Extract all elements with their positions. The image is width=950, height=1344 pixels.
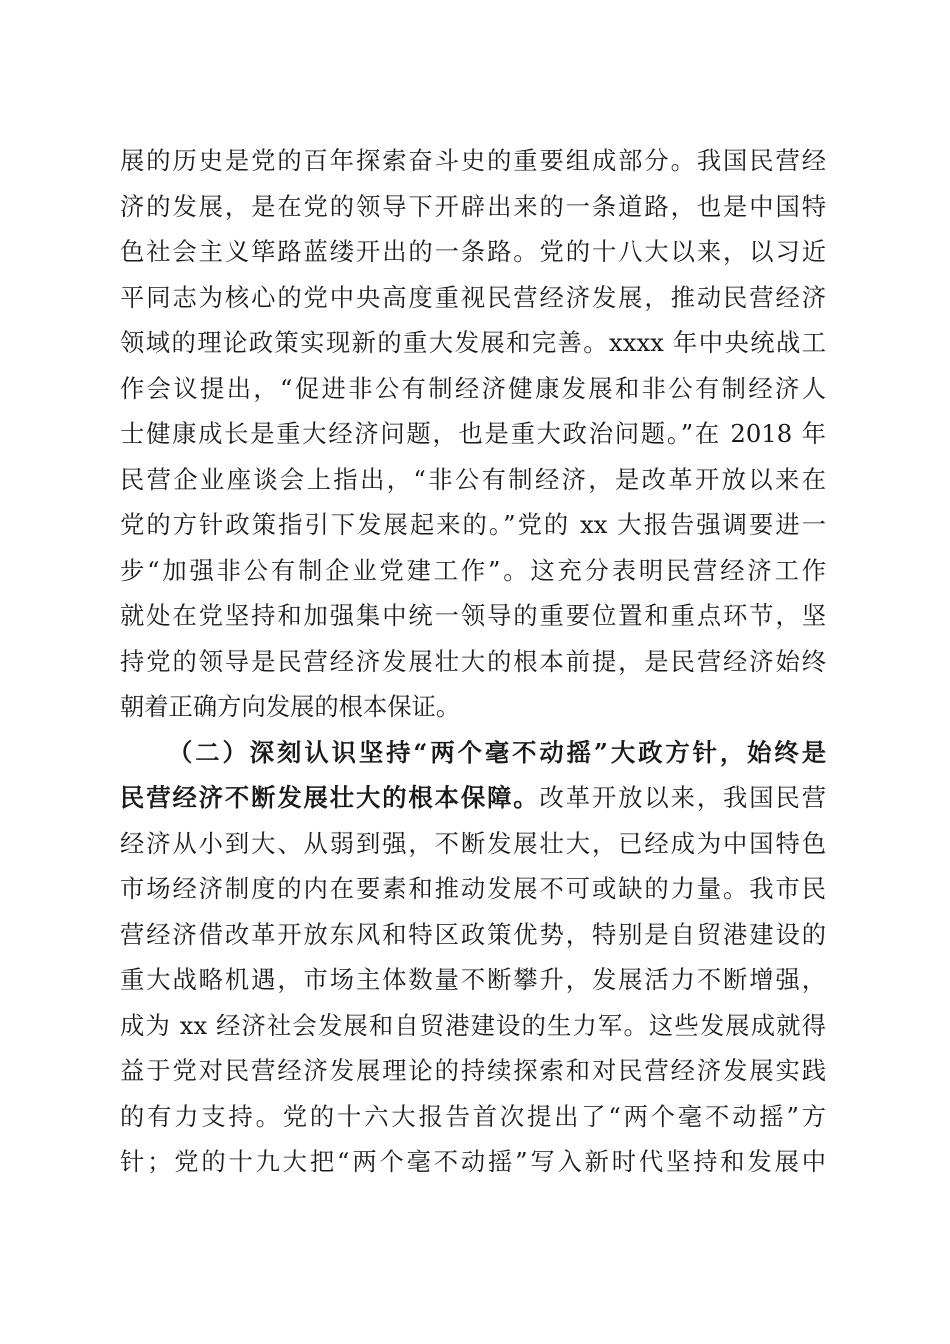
text-line: 经济从小到大、从弱到强，不断发展壮大，已经成为中国特色 [120,828,826,858]
text-line: 益于党对民营经济发展理论的持续探索和对民营经济发展实践 [120,1056,826,1085]
text-line: 的有力支持。党的十六大报告首次提出了“两个毫不动摇”方 [120,1101,826,1131]
text-line: 针；党的十九大把“两个毫不动摇”写入新时代坚持和发展中 [120,1147,826,1176]
text-line: 作会议提出，“促进非公有制经济健康发展和非公有制经济人 [120,373,826,403]
section-heading: （二）深刻认识坚持“两个毫不动摇”大政方针，始终是 [168,737,826,767]
body-text [120,138,826,1185]
text-line: 民营企业座谈会上指出，“非公有制经济，是改革开放以来在 [120,464,826,494]
text-line: 平同志为核心的党中央高度重视民营经济发展，推动民营经济 [120,282,826,312]
text-line: 色社会主义筚路蓝缕开出的一条路。党的十八大以来，以习近 [120,237,826,266]
text-line: 持党的领导是民营经济发展壮大的根本前提，是民营经济始终 [120,646,826,676]
text-line: 士健康成长是重大经济问题，也是重大政治问题。”在 2018 年 [120,419,826,448]
text-line: 就处在党坚持和加强集中统一领导的重要位置和重点环节，坚 [120,601,826,630]
text-line: 朝着正确方向发展的根本保证。 [120,692,461,721]
text-line: 步“加强非公有制企业党建工作”。这充分表明民营经济工作 [120,555,826,585]
text-line: 重大战略机遇，市场主体数量不断攀升，发展活力不断增强， [120,965,826,994]
text-line: 市场经济制度的内在要素和推动发展不可或缺的力量。我市民 [120,874,826,903]
text-line: 济的发展，是在党的领导下开辟出来的一条道路，也是中国特 [120,191,826,221]
text-line: 党的方针政策指引下发展起来的。”党的 xx 大报告强调要进一 [120,510,826,539]
text-segment: 改革开放以来，我国民营 [539,783,826,812]
text-line: 成为 xx 经济社会发展和自贸港建设的生力军。这些发展成就得 [120,1010,826,1040]
text-line: 营经济借改革开放东风和特区政策优势，特别是自贸港建设的 [120,919,826,949]
text-line: 领域的理论政策实现新的重大发展和完善。xxxx 年中央统战工 [120,328,826,357]
text-line: 展的历史是党的百年探索奋斗史的重要组成部分。我国民营经 [120,146,826,175]
text-line [120,775,826,821]
section-heading-continued: 民营经济不断发展壮大的根本保障。 [120,783,540,812]
